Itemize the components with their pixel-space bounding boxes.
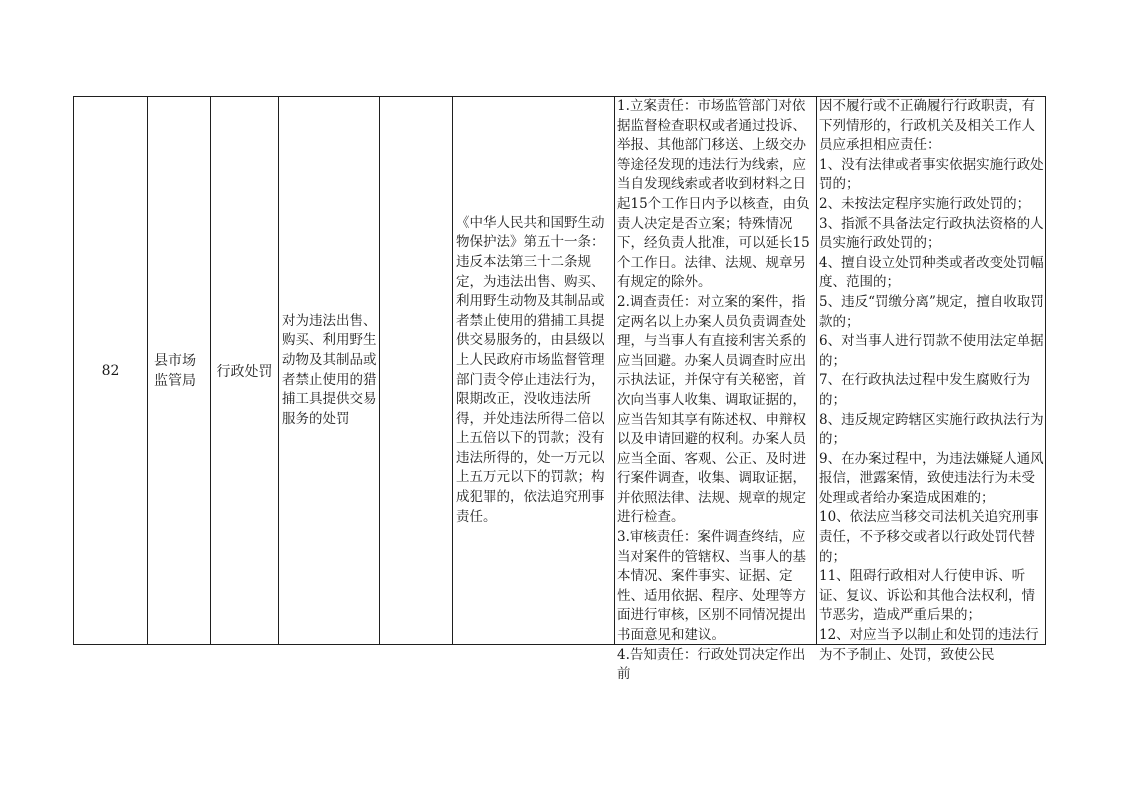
responsibilities-cell xyxy=(615,97,817,683)
item-number-cell xyxy=(74,97,148,645)
accountability-cell xyxy=(817,97,1046,663)
table-row xyxy=(74,97,1046,645)
power-list-table xyxy=(73,96,1046,683)
power-type: 行政处罚 xyxy=(216,363,273,380)
accountability-text: 因不履行或不正确履行行政职责，有下列情形的，行政机关及相关工作人员应承担相应责任： 1、没有法律或者事实依据实施行政处罚的； 2、未按法定程序实施行政处罚的； 3、指派不具备法定行政执法资格的人员实施行政处罚的； 4、擅自设立处罚种类或者改变处罚幅度、范围的； 5、违反“罚缴分离”规定，擅自收取罚款的； 6、对当事人进行罚款不使用法定单据的； 7、在行政执法过程中发生腐败行为的； 8、违反规定跨辖区实施行政执法行为的； 9、在办案过程中，为违法嫌疑人通风报信，泄露案情，致使违法行为未受处理或者给办案造成困难的； 10、依法应当移交司法机关追究刑事责任，不予移交或者以行政处罚代替的； 11、阻碍行政相对人行使申诉、听证、复议、诉讼和其他合法权利，情节恶劣，造成严重后果的； 12、对应当予以制止和处罚的违法行为不予制止、处罚，致使公民 xyxy=(819,98,1044,663)
legal-basis-cell xyxy=(453,97,615,645)
item-name-cell xyxy=(279,97,380,645)
department-cell xyxy=(148,97,211,645)
item-number: 82 xyxy=(101,362,120,379)
department-name: 县市场 监管局 xyxy=(154,352,196,389)
legal-basis: 《中华人民共和国野生动物保护法》第五十一条：违反本法第三十二条规定，为违法出售、购买、利用野生动物及其制品或者禁止使用的猎捕工具提供交易服务的，由县级以上人民政府市场监督管理部门责令停止违法行为，限期改正，没收违法所得，并处违法所得二倍以上五倍以下的罚款；没有违法所得的，处一万元以上五万元以下的罚款；构成犯罪的，依法追究刑事责任。 xyxy=(456,214,605,525)
responsibilities-text: 1.立案责任：市场监管部门对依据监督检查职权或者通过投诉、举报、其他部门移送、上级交办等途径发现的违法行为线索，应当自发现线索或者收到材料之日起15个工作日内予以核查，由负责人决定是否立案；特殊情况下，经负责人批准，可以延长15个工作日。法律、法规、规章另有规定的除外。 2.调查责任：对立案的案件，指定两名以上办案人员负责调查处理，与当事人有直接利害关系的应当回避。办案人员调查时应出示执法证，并保守有关秘密，首次向当事人收集、调取证据的，应当告知其享有陈述权、申辩权以及申请回避的权利。办案人员应当全面、客观、公正、及时进行案件调查，收集、调取证据，并依照法律、法规、规章的规定进行检查。 3.审核责任：案件调查终结，应当对案件的管辖权、当事人的基本情况、案件事实、证据、定性、适用依据、程序、处理等方面进行审核，区别不同情况提出书面意见和建议。 4.告知责任：行政处罚决定作出前 xyxy=(617,98,810,683)
item-name: 对为违法出售、购买、利用野生动物及其制品或者禁止使用的猎捕工具提供交易服务的处罚 xyxy=(282,312,377,427)
power-type-cell xyxy=(211,97,279,645)
sub-item-cell xyxy=(380,97,453,645)
